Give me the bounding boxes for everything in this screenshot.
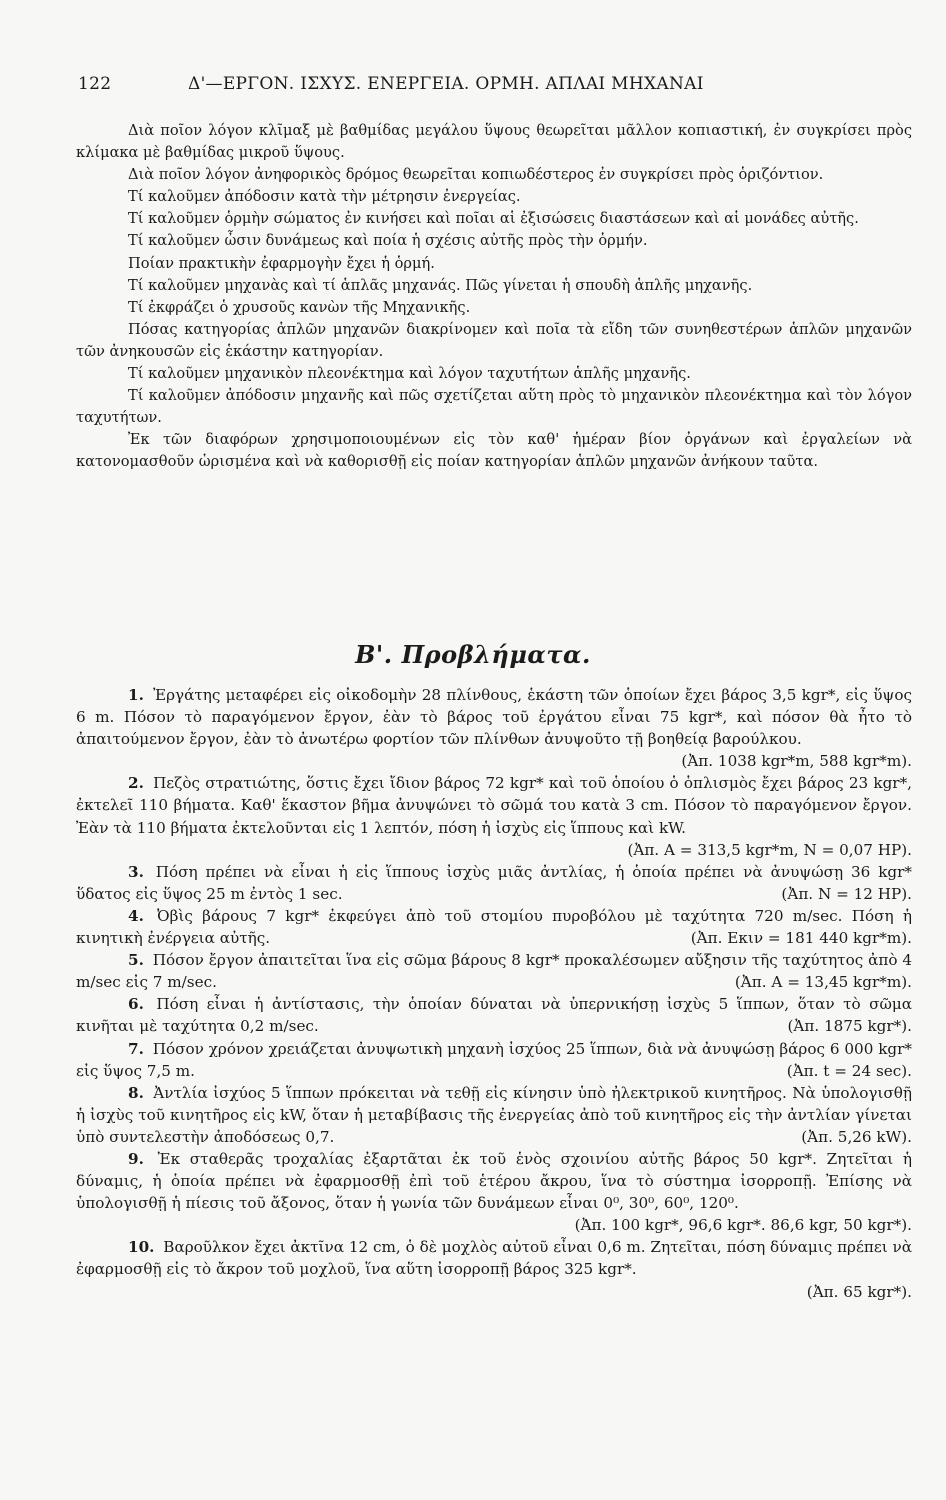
- problem-text: Πόση πρέπει νὰ εἶναι ἡ εἰς ἵππους ἰσχὺς μιᾶς ἀντλίας, ἡ ὁποία πρέπει νὰ ἀνυψώσῃ 36 kgr* ὕδατος εἰς ὕψος 25 m ἐντὸς 1 sec.: [76, 862, 913, 903]
- question: Τί καλοῦμεν μηχανὰς καὶ τί ἁπλᾶς μηχανάς. Πῶς γίνεται ἡ σπουδὴ ἁπλῆς μηχανῆς.: [128, 276, 753, 294]
- problem-text: Πόση εἶναι ἡ ἀντίστασις, τὴν ὁποίαν δύναται νὰ ὑπερνικήσῃ ἰσχὺς 5 ἵππων, ὅταν τὸ σῶμα κινῆται μὲ ταχύτητα 0,2 m/sec.: [76, 995, 912, 1036]
- section-title: Β'. Προβλήματα.: [355, 640, 591, 669]
- question: Τί καλοῦμεν ὦσιν δυνάμεως καὶ ποία ἡ σχέσις αὐτῆς πρὸς τὴν ὁρμήν.: [128, 232, 648, 250]
- problem-text: Ὀβὶς βάρους 7 kgr* ἐκφεύγει ἀπὸ τοῦ στομίου πυροβόλου μὲ ταχύτητα 720 m/sec. Πόση ἡ κινητικὴ ἐνέργεια αὐτῆς.: [76, 906, 913, 948]
- problem-text: Βαροῦλκον ἔχει ἀκτῖνα 12 cm, ὁ δὲ μοχλὸς αὐτοῦ εἶναι 0,6 m. Ζητεῖται, πόση δύναμις πρέπει νὰ ἐφαρμοσθῇ εἰς τὸ ἄκρον τοῦ μοχλοῦ, ἵνα αὕτη ἰσορροπῇ βάρος 325 kgr*.: [76, 1238, 913, 1279]
- problem-answer: (Ἀπ. 100 kgr*, 96,6 kgr*. 86,6 kgr, 50 kgr*).: [574, 1216, 912, 1235]
- problem-answer: (Ἀπ. A = 313,5 kgr*m, N = 0,07 HP).: [627, 840, 912, 859]
- problems-list: [76, 684, 912, 1303]
- question: Τί ἐκφράζει ὁ χρυσοῦς κανὼν τῆς Μηχανικῆς.: [128, 298, 471, 316]
- problem-number: 10.: [128, 1238, 155, 1257]
- question: Διὰ ποῖον λόγον κλῖμαξ μὲ βαθμίδας μεγάλου ὕψους θεωρεῖται μᾶλλον κοπιαστική, ἐν συγκρίσει πρὸς κλίμακα μὲ βαθμίδας μικροῦ ὕψους.: [76, 122, 912, 162]
- question: Διὰ ποῖον λόγον ἀνηφορικὸς δρόμος θεωρεῖται κοπιωδέστερος ἐν συγκρίσει πρὸς ὁριζόντιον.: [128, 166, 824, 184]
- problem-number: 5.: [128, 951, 144, 970]
- problem-item: [76, 993, 912, 1037]
- problem-answer: (Ἀπ. 1038 kgr*m, 588 kgr*m).: [681, 752, 912, 771]
- question: Τί καλοῦμεν μηχανικὸν πλεονέκτημα καὶ λόγον ταχυτήτων ἁπλῆς μηχανῆς.: [128, 365, 691, 383]
- question: Τί καλοῦμεν ἀπόδοσιν κατὰ τὴν μέτρησιν ἐνεργείας.: [128, 188, 521, 206]
- problem-answer: (Ἀπ. 5,26 kW).: [801, 1127, 912, 1146]
- question: Πόσας κατηγορίας ἁπλῶν μηχανῶν διακρίνομεν καὶ ποῖα τὰ εἴδη τῶν συνηθεστέρων ἁπλῶν μηχανῶν τῶν ἀνηκουσῶν εἰς ἑκάστην κατηγορίαν.: [76, 320, 912, 360]
- problem-item: [76, 861, 912, 905]
- question: Τί καλοῦμεν ἀπόδοσιν μηχανῆς καὶ πῶς σχετίζεται αὕτη πρὸς τὸ μηχανικὸν πλεονέκτημα καὶ τὸν λόγον ταχυτήτων.: [76, 387, 912, 427]
- problem-item: [76, 949, 912, 993]
- problem-item: [76, 772, 912, 859]
- problem-text: Πόσον χρόνον χρειάζεται ἀνυψωτικὴ μηχανὴ ἰσχύος 25 ἵππων, διὰ νὰ ἀνυψώσῃ βάρος 6 000 kgr* εἰς ὕψος 7,5 m.: [76, 1039, 913, 1080]
- running-title: Δ'—ΕΡΓΟΝ. ΙΣΧΥΣ. ΕΝΕΡΓΕΙΑ. ΟΡΜΗ. ΑΠΛΑΙ ΜΗΧΑΝΑΙ: [188, 74, 704, 94]
- problem-number: 1.: [128, 686, 144, 704]
- problem-item: [76, 1236, 912, 1302]
- problem-answer: (Ἀπ. t = 24 sec).: [786, 1061, 912, 1080]
- problem-item: [76, 1148, 913, 1235]
- problem-number: 6.: [128, 995, 144, 1014]
- page-header: [78, 74, 876, 102]
- problem-number: 8.: [128, 1083, 144, 1102]
- question: Τί καλοῦμεν ὁρμὴν σώματος ἐν κινήσει καὶ ποῖαι αἱ ἐξισώσεις διαστάσεων καὶ αἱ μονάδες αὐτῆς.: [128, 210, 859, 228]
- problem-text: Ἐκ σταθερᾶς τροχαλίας ἐξαρτᾶται ἐκ τοῦ ἑνὸς σχοινίου αὐτῆς βάρος 50 kgr*. Ζητεῖται ἡ δύναμις, ἡ ὁποία πρέπει νὰ ἐφαρμοσθῇ ἐπὶ τοῦ ἑτέρου ἄκρου, ἵνα τὸ σύστημα ἰσορροπῇ. Ἐπίσης νὰ ὑπολογισθῇ ἡ πίεσις τοῦ ἄξονος, ὅταν ἡ γωνία τῶν δυνάμεων εἶναι 0⁰, 30⁰, 60⁰, 120⁰.: [76, 1149, 913, 1213]
- problem-text: Ἐργάτης μεταφέρει εἰς οἰκοδομὴν 28 πλίνθους, ἑκάστη τῶν ὁποίων ἔχει βάρος 3,5 kgr*, εἰς ὕψος 6 m. Πόσον τὸ παραγόμενον ἔργον, ἐὰν τὸ βάρος τοῦ ἐργάτου εἶναι 75 kgr*, καὶ πόσον θὰ ἦτο τὸ ἀπαιτούμενον ἔργον, ἐὰν τὸ ἀνωτέρω φορτίον τῶν πλίνθων ἀνυψοῦτο τῇ βοηθείᾳ βαρούλκου.: [76, 686, 912, 749]
- page-number: 122: [78, 74, 112, 94]
- problem-answer: (Ἀπ. 65 kgr*).: [806, 1282, 912, 1301]
- problem-item: [76, 1082, 912, 1148]
- problem-answer: (Ἀπ. A = 13,45 kgr*m).: [734, 973, 912, 992]
- problem-answer: (Ἀπ. Eκιν = 181 440 kgr*m).: [690, 929, 912, 948]
- problem-item: [76, 684, 912, 771]
- problem-text: Πεζὸς στρατιώτης, ὅστις ἔχει ἴδιον βάρος 72 kgr* καὶ τοῦ ὁποίου ὁ ὁπλισμὸς ἔχει βάρος 23 kgr*, ἐκτελεῖ 110 βήματα. Καθ' ἕκαστον βῆμα ἀνυψώνει τὸ σῶμά του κατὰ 3 cm. Πόσον τὸ παραγόμενον ἔργον. Ἐὰν τὰ 110 βήματα ἐκτελοῦνται εἰς 1 λεπτόν, πόση ἡ ἰσχὺς εἰς ἵππους καὶ kW.: [76, 774, 912, 837]
- problem-answer: (Ἀπ. 1875 kgr*).: [787, 1017, 912, 1036]
- problem-number: 3.: [128, 862, 144, 881]
- question: Ἐκ τῶν διαφόρων χρησιμοποιουμένων εἰς τὸν καθ' ἡμέραν βίον ὀργάνων καὶ ἐργαλείων νὰ κατονομασθοῦν ὡρισμένα καὶ νὰ καθορισθῇ εἰς ποίαν κατηγορίαν ἁπλῶν μηχανῶν ἀνήκουν ταῦτα.: [76, 431, 912, 471]
- problem-item: [76, 1038, 912, 1082]
- problem-number: 7.: [128, 1039, 144, 1058]
- problem-text: Πόσον ἔργον ἀπαιτεῖται ἵνα εἰς σῶμα βάρους 8 kgr* προκαλέσωμεν αὔξησιν τῆς ταχύτητος ἀπὸ 4 m/sec εἰς 7 m/sec.: [76, 951, 913, 992]
- problem-item: [76, 905, 912, 949]
- question: Ποίαν πρακτικὴν ἐφαρμογὴν ἔχει ἡ ὁρμή.: [128, 254, 435, 272]
- review-questions: [76, 120, 912, 474]
- problem-answer: (Ἀπ. N = 12 HP).: [781, 884, 912, 903]
- problem-number: 2.: [128, 774, 144, 793]
- problem-text: Ἀντλία ἰσχύος 5 ἵππων πρόκειται νὰ τεθῇ εἰς κίνησιν ὑπὸ ἠλεκτρικοῦ κινητῆρος. Νὰ ὑπολογισθῇ ἡ ἰσχὺς τοῦ κινητῆρος εἰς kW, ὅταν ἡ μεταβίβασις τῆς ἐνεργείας ἀπὸ τοῦ κινητῆρος εἰς τὴν ἀντλίαν γίνεται ὑπὸ συντελεστὴν ἀποδόσεως 0,7.: [76, 1083, 912, 1146]
- problem-number: 4.: [128, 906, 144, 925]
- problem-number: 9.: [128, 1149, 144, 1168]
